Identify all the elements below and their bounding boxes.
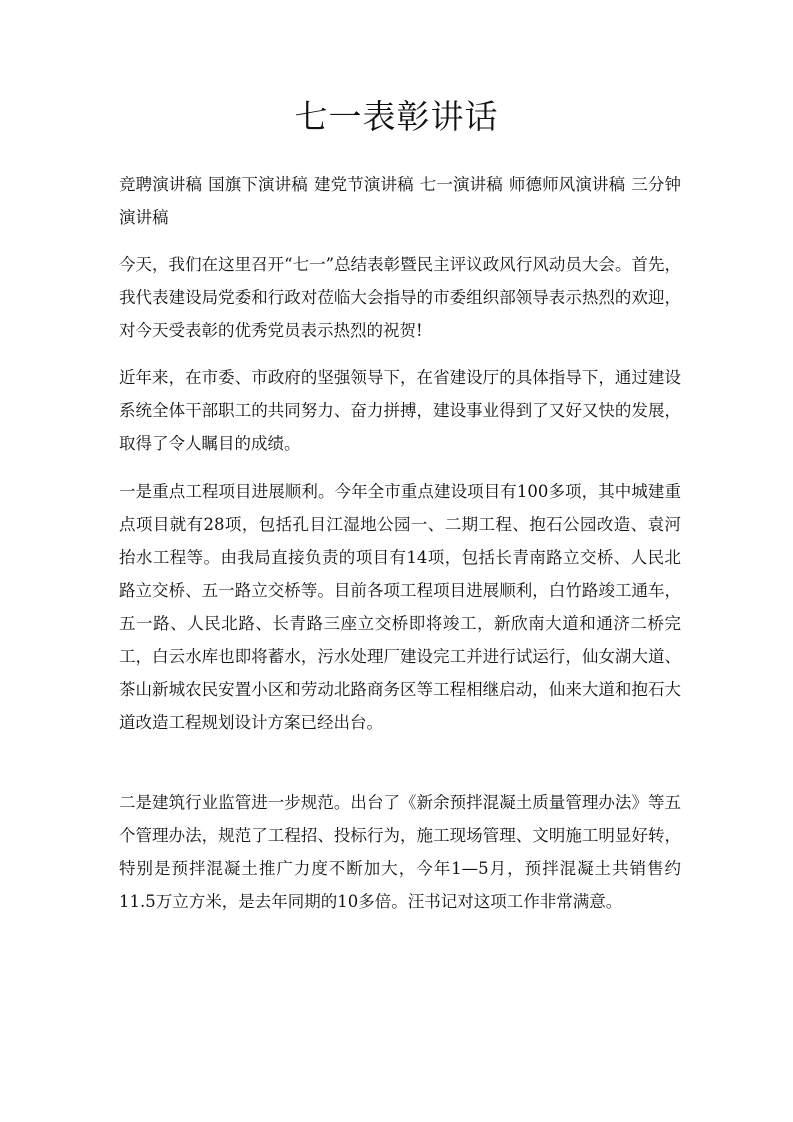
link-shide[interactable]: 师德师风演讲稿 xyxy=(508,175,626,194)
link-guoqixia[interactable]: 国旗下演讲稿 xyxy=(208,175,308,194)
link-sanfenzhong[interactable]: 三分钟演讲稿 xyxy=(119,175,682,227)
paragraph-opening: 今天，我们在这里召开“七一”总结表彰暨民主评议政风行风动员大会。首先，我代表建设局党委和行政对莅临大会指导的市委组织部领导表示热烈的欢迎，对今天受表彰的优秀党员表示热烈的祝贺! xyxy=(119,255,681,340)
document-title: 七一表彰讲话 xyxy=(294,97,499,136)
paragraph-industry-supervision: 二是建筑行业监管进一步规范。出台了《新余预拌混凝土质量管理办法》等五个管理办法，规范了工程招、投标行为，施工现场管理、文明施工明显好转，特别是预拌混凝土推广力度不断加大，今年1—5月，预拌混凝土共销售约11.5万立方米，是去年同期的10多倍。汪书记对这项工作非常满意。 xyxy=(119,793,681,911)
link-jiandangjie[interactable]: 建党节演讲稿 xyxy=(313,175,414,194)
related-links xyxy=(119,168,681,234)
link-qiyi[interactable]: 七一演讲稿 xyxy=(419,175,503,194)
paragraph-achievements: 近年来，在市委、市政府的坚强领导下，在省建设厅的具体指导下，通过建设系统全体干部职工的共同努力、奋力拼搏，建设事业得到了又好又快的发展，取得了令人瞩目的成绩。 xyxy=(119,368,681,453)
link-jingpin[interactable]: 竞聘演讲稿 xyxy=(119,175,203,194)
paragraph-key-projects: 一是重点工程项目进展顺利。今年全市重点建设项目有100多项，其中城建重点项目就有28项，包括孔目江湿地公园一、二期工程、抱石公园改造、袁河抬水工程等。由我局直接负责的项目有14项，包括长青南路立交桥、人民北路立交桥、五一路立交桥等。目前各项工程项目进展顺利，白竹路竣工通车，五一路、人民北路、长青路三座立交桥即将竣工，新欣南大道和通济二桥完工，白云水库也即将蓄水，污水处理厂建设完工并进行试运行，仙女湖大道、茶山新城农民安置小区和劳动北路商务区等工程相继启动，仙来大道和抱石大道改造工程规划设计方案已经出台。 xyxy=(119,482,681,732)
